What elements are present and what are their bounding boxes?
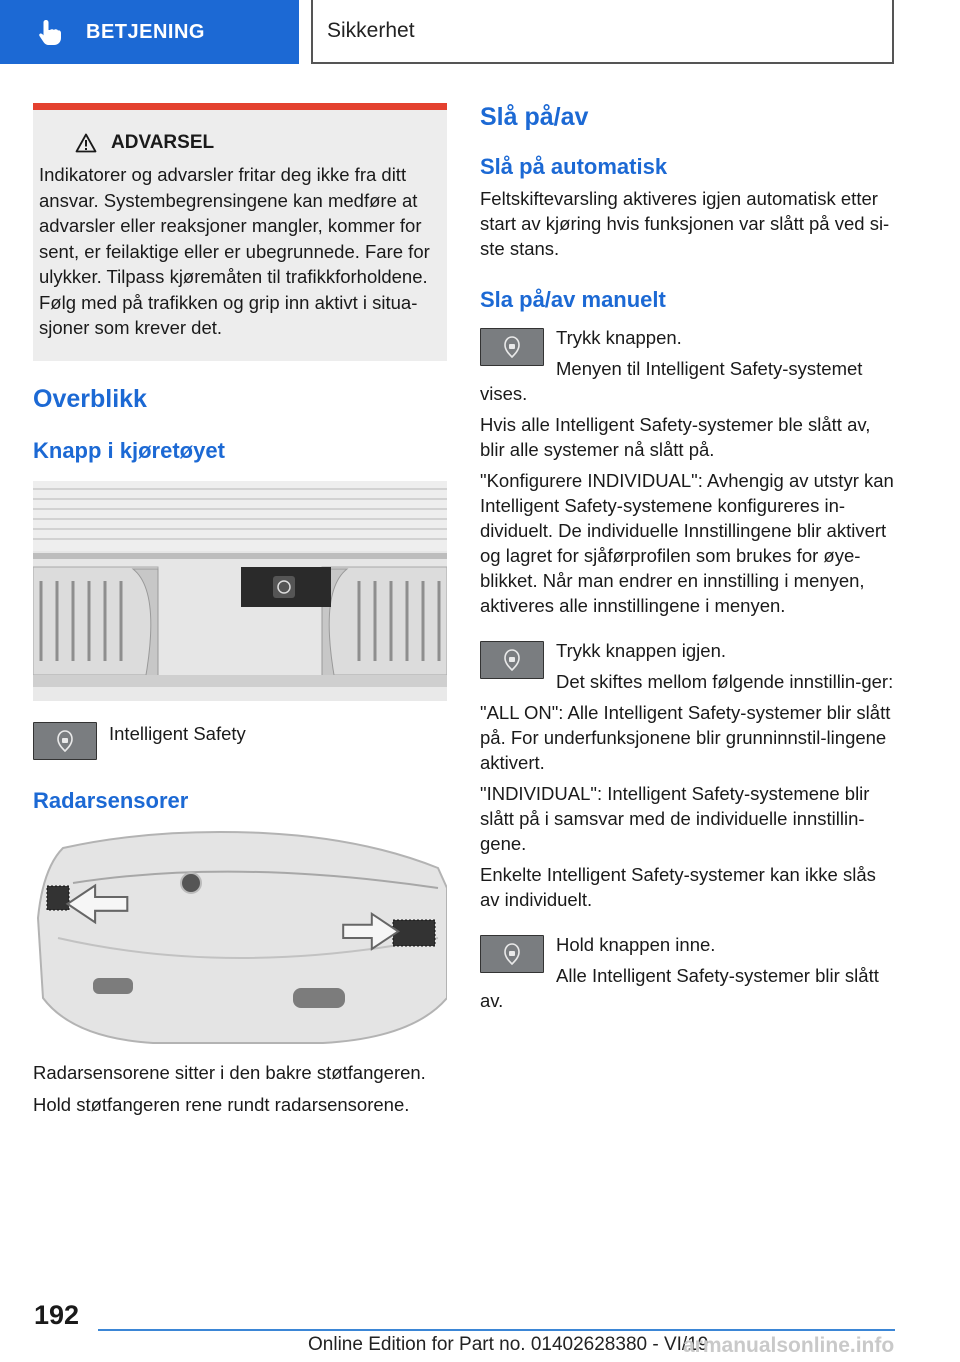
dashboard-button-illustration bbox=[33, 481, 447, 701]
step-1-result: Menyen til Intelligent Safety-systemet vises. bbox=[480, 358, 863, 404]
overview-heading: Overblikk bbox=[33, 384, 147, 413]
paragraph-5: Enkelte Intelligent Safety-systemer kan ikke slås av individuelt. bbox=[480, 864, 876, 910]
step-2-result: Det skiftes mellom følgende innstillin-ger: bbox=[556, 671, 894, 692]
step-3-result: Alle Intelligent Safety-systemer blir slått av. bbox=[480, 965, 879, 1011]
step-3 bbox=[480, 932, 896, 1013]
manual-heading: Sla på/av manuelt bbox=[480, 287, 666, 312]
button-caption: Intelligent Safety bbox=[109, 722, 246, 744]
intelligent-safety-button-icon bbox=[480, 641, 544, 679]
warning-text: Indikatorer og advarsler fritar deg ikke fra ditt ansvar. Systembegrensingene kan medføre at advarsler eller reaksjoner mangler, kommer for sent, er feilaktige eller er ubegrunnede. Fare for ulykker. Tilpass kjøremåten til trafikkforholdene. Følg med på trafikken og grip inn aktivt i situa-sjoner som krever det. bbox=[39, 164, 430, 338]
radar-heading: Radarsensorer bbox=[33, 787, 189, 813]
right-column bbox=[480, 103, 896, 1013]
footer-rule bbox=[98, 1329, 895, 1331]
watermark: armanualsonline.info bbox=[683, 1334, 895, 1357]
chapter-tab bbox=[0, 0, 299, 64]
left-column bbox=[33, 103, 447, 1117]
button-heading: Knapp i kjøretøyet bbox=[33, 437, 225, 463]
auto-text: Feltskiftevarsling aktiveres igjen automatisk etter start av kjøring hvis funksjonen var slått på ved si-ste stans. bbox=[480, 188, 890, 259]
step-1-action: Trykk knappen. bbox=[556, 327, 682, 348]
button-legend bbox=[33, 719, 447, 760]
warning-box bbox=[33, 103, 447, 361]
warning-title: ADVARSEL bbox=[111, 132, 215, 153]
page-number: 192 bbox=[34, 1300, 80, 1330]
on-off-heading: Slå på/av bbox=[480, 103, 589, 131]
paragraph-1: Hvis alle Intelligent Safety-systemer ble slått av, blir alle systemer nå slått på. bbox=[480, 414, 871, 460]
car-rear-illustration bbox=[33, 828, 447, 1048]
paragraph-3: "ALL ON": Alle Intelligent Safety-systemer blir slått på. For underfunksjonene blir grunninnstil-lingene aktivert. bbox=[480, 702, 891, 773]
paragraph-4: "INDIVIDUAL": Intelligent Safety-systemene blir slått på i samsvar med de individuelle innstillin-gene. bbox=[480, 783, 870, 854]
radar-paragraph-2: Hold støtfangeren rene rundt radarsensorene. bbox=[33, 1093, 410, 1115]
section-label: Sikkerhet bbox=[327, 19, 415, 42]
section-header bbox=[311, 0, 894, 64]
radar-paragraph-1: Radarsensorene sitter i den bakre støtfangeren. bbox=[33, 1061, 426, 1083]
paragraph-2: "Konfigurere INDIVIDUAL": Avhengig av utstyr kan Intelligent Safety-systemene konfigureres in-dividuelt. De individuelle Innstillingene blir aktivert og lagret for sjåførprofilen som brukes for øye-blikket. Når man endrer en innstilling i menyen, aktiveres alle innstillingene i menyen. bbox=[480, 470, 894, 616]
step-1 bbox=[480, 325, 896, 406]
auto-heading: Slå på automatisk bbox=[480, 154, 668, 179]
edition-info: Online Edition for Part no. 01402628380 - VI/19 bbox=[308, 1334, 709, 1355]
chapter-label: BETJENING bbox=[86, 20, 205, 43]
step-2 bbox=[480, 638, 896, 694]
intelligent-safety-button-icon bbox=[33, 722, 97, 760]
warning-triangle-icon bbox=[75, 133, 97, 153]
intelligent-safety-button-icon bbox=[480, 935, 544, 973]
step-3-action: Hold knappen inne. bbox=[556, 934, 716, 955]
intelligent-safety-button-icon bbox=[480, 328, 544, 366]
step-2-action: Trykk knappen igjen. bbox=[556, 640, 727, 661]
hand-pointer-icon bbox=[36, 17, 66, 47]
